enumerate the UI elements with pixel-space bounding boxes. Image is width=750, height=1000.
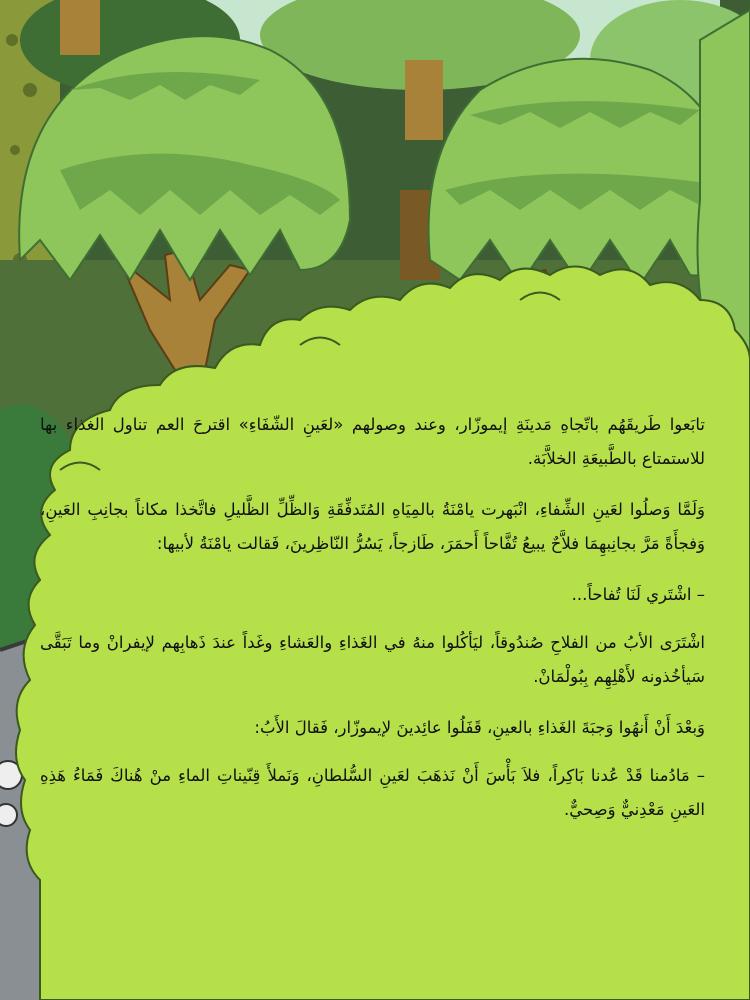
story-paragraph: تابَعوا طَريقَهُم باتّجاهِ مَدينَةِ إيموزّار، وعند وصولهم «لعَينِ الشّفَاءِ» اقترحَ العم تناول الغذاء بها للاستمتاع بالطَّبيعَةِ الخلاَّبَة. [40, 415, 705, 468]
story-paragraph: اشْتَرَى الأبُ من الفلاحِ صُندُوقاً، ليَأكُلوا منهُ في الغَذاءِ والعَشاءِ وغَداً عندَ ذَهابِهم لإيفرانْ وما تَبَقَّى سَيأخُذونه لأَهْلِهِم بِبُولْمَانْ. [40, 633, 705, 686]
story-paragraph: وَلَمَّا وَصلُوا لعَينِ الشِّفاءِ، انْبَهرت يامْنَةُ بالمِيَاهِ المُتَدفِّقَةِ وَالظِّلِّ الظَّليلِ فاتَّخذا مكاناً بجانِبِ العَينِ، وَفجأَةً مَرَّ بجانِبهِمَا فلاَّحٌ يبيعُ تُفَّاحاً أَحمَرَ، طَازجاً، يَسُرُّ النّاظِرينَ، فَقالت يامْنَةُ لأبيها: [40, 500, 705, 553]
dialogue-line: – مَادُمنا قَدْ عُدنا بَاكِراً، فلاَ بَأْسَ أَنْ نَذهَبَ لعَينِ السُّلطانِ، وَنَملأَ قِنّيناتِ الماءِ منْ هُناكَ فَمَاءُ هَذِهِ العَينِ مَعْدِنيٌّ وَصِحيٌّ. [40, 766, 705, 819]
story-text [40, 408, 705, 844]
dialogue-line: – اشْتَري لَنَا تُفاحاً... [571, 585, 705, 604]
story-paragraph: وَبعْدَ أَنْ أَنهُوا وَجبَةَ الغَذاءِ بالعينِ، قَفَلُوا عائِدينَ لإيموزّار، فَقالَ الأَبُ: [254, 718, 705, 737]
